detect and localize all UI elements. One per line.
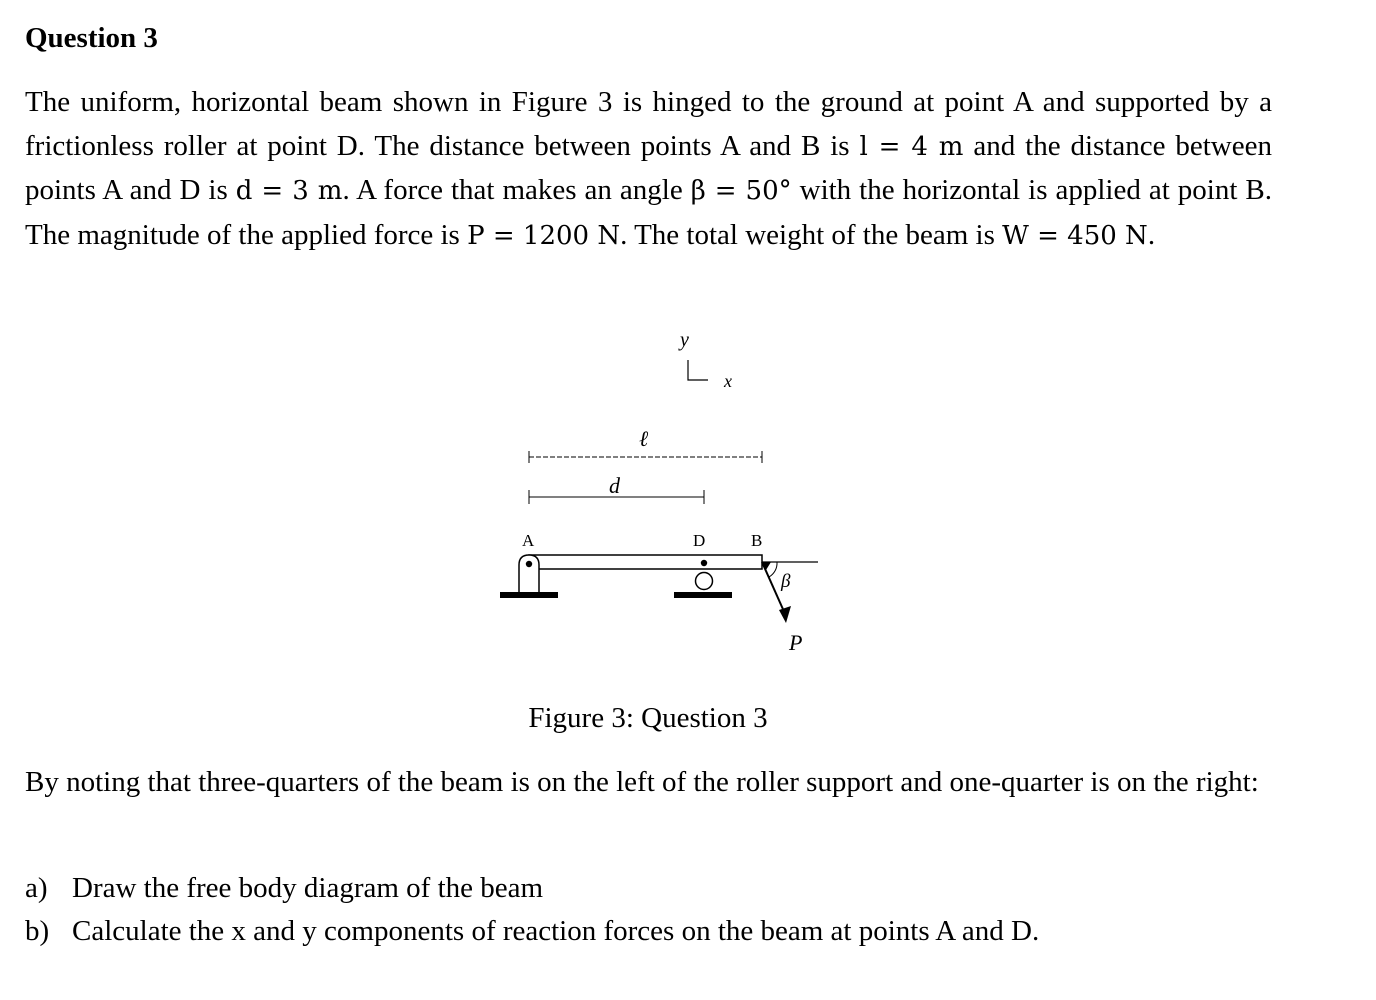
roller-pin (701, 560, 707, 566)
axis-x-label: x (724, 371, 732, 391)
question-note: By noting that three-quarters of the beam is on the left of the roller support and one-quarter is on the right: (25, 766, 1259, 798)
figure-caption: Figure 3: Question 3 (528, 702, 768, 734)
weight-w-expression: W = 450 N (1002, 220, 1148, 251)
intro-text-5: . The total weight of the beam is (620, 218, 1003, 251)
dim-d-label: d (609, 473, 620, 498)
dim-l-label: ℓ (639, 426, 649, 451)
task-item (25, 910, 1039, 953)
task-marker: b) (25, 915, 50, 947)
point-d-label: D (693, 531, 706, 550)
task-text: Draw the free body diagram of the beam (72, 872, 544, 904)
dimension-d (529, 473, 704, 504)
task-item (25, 867, 1039, 910)
question-heading: Question 3 (25, 22, 158, 54)
intro-text-6: . (1147, 218, 1156, 251)
applied-force-p (762, 562, 818, 655)
dimension-l (529, 426, 762, 463)
hinge-pin (526, 561, 532, 567)
roller-wheel (696, 573, 713, 590)
intro-text-1: The uniform, horizontal beam shown in Figure 3 is hinged to the ground at point A and supported by a frictionless roller at point D. The distance between points A and B is (25, 86, 1272, 162)
axis-lines (688, 360, 708, 380)
point-b-label: B (751, 531, 763, 550)
beam (529, 555, 762, 569)
force-p-label: P (789, 630, 803, 655)
intro-text-2: and the distance between points A and D is (25, 129, 1272, 206)
ground-a (500, 592, 558, 598)
ground-d (674, 592, 732, 598)
coordinate-axes (678, 329, 732, 391)
angle-beta-label: β (781, 571, 791, 592)
task-marker: a) (25, 872, 48, 904)
intro-text-4: with the horizontal is applied at point B. The magnitude of the applied force is (25, 174, 1272, 251)
force-arrow-head (779, 606, 791, 623)
point-a-label: A (522, 531, 535, 550)
task-list (25, 867, 1039, 953)
distance-d-expression: d = 3 m (235, 176, 343, 206)
hinge-bracket (519, 555, 539, 592)
intro-text-3: . A force that makes an angle (342, 174, 691, 206)
task-text: Calculate the x and y components of reaction forces on the beam at points A and D. (72, 915, 1040, 947)
length-l-expression: l = 4 m (859, 131, 964, 162)
angle-beta-expression: β = 50° (690, 176, 792, 206)
force-p-expression: P = 1200 N (467, 220, 621, 251)
angle-arc (769, 562, 777, 577)
axis-y-label: y (680, 329, 689, 351)
